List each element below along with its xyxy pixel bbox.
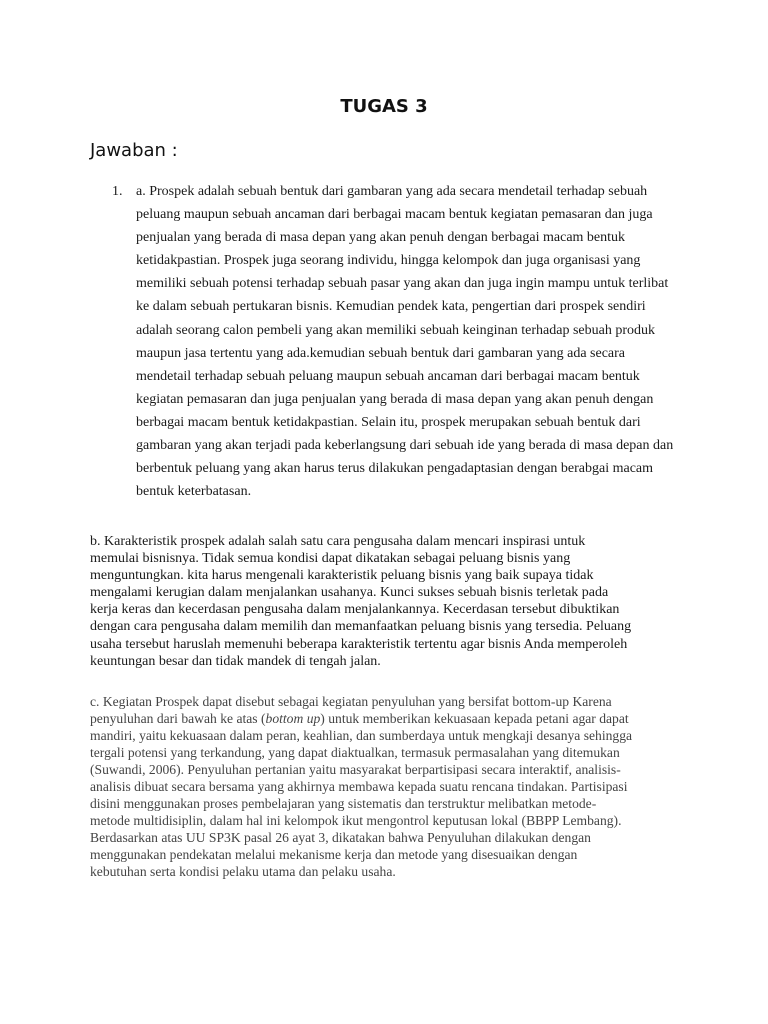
page-title: TUGAS 3 xyxy=(340,96,428,117)
paragraph-c xyxy=(90,693,636,880)
list-item-number: 1. xyxy=(112,184,123,199)
paragraph-b: b. Karakteristik prospek adalah salah satu cara pengusaha dalam mencari inspirasi untuk memulai bisnisnya. Tidak semua kondisi dapat dikatakan sebagai peluang bisnis yang menguntungkan. kita harus mengenali karakteristik peluang bisnis yang baik supaya tidak mengalami kerugian dalam menjalankan usahanya. Kunci sukses sebuah bisnis terletak pada kerja keras dan kecerdasan pengusaha dalam menjalankannya. Kecerdasan tersebut dibuktikan dengan cara pengusaha dalam memilih dan memanfaatkan peluang bisnis yang tersedia. Peluang usaha tersebut haruslah memenuhi beberapa karakteristik tertentu agar bisnis Anda memperoleh keuntungan besar dan tidak mandek di tengah jalan. xyxy=(90,534,632,669)
paragraph-c-text-1: c. Kegiatan Prospek dapat disebut sebagai kegiatan penyuluhan yang bersifat bottom-up Karena penyuluhan dari bawah ke atas ( xyxy=(90,694,612,726)
paragraph-a: a. Prospek adalah sebuah bentuk dari gambaran yang ada secara mendetail terhadap sebuah peluang maupun sebuah ancaman dari berbagai macam bentuk kegiatan pemasaran dan juga penjualan yang berada di masa depan yang akan penuh dengan berbagai macam bentuk ketidakpastian. Prospek juga seorang individu, hingga kelompok dan juga organisasi yang memiliki sebuah potensi terhadap sebuah pasar yang akan dan juga ingin mampu untuk terlibat ke dalam sebuah pertukaran bisnis. Kemudian pendek kata, pengertian dari prospek sendiri adalah seorang calon pembeli yang akan memiliki sebuah keinginan terhadap sebuah produk maupun jasa tertentu yang ada.kemudian sebuah bentuk dari gambaran yang ada secara mendetail terhadap sebuah peluang maupun sebuah ancaman dari berbagai macam bentuk kegiatan pemasaran dan juga penjualan yang berada di masa depan yang akan penuh dengan berbagai macam bentuk ketidakpastian. Selain itu, prospek merupakan sebuah bentuk dari gambaran yang akan terjadi pada keberlangsung dari sebuah ide yang berada di masa depan dan berbentuk peluang yang akan harus terus dilakukan pengadaptasian dengan berabgai macam bentuk keterbatasan. xyxy=(136,184,674,500)
paragraph-c-italic: bottom up xyxy=(265,711,321,726)
paragraph-c-text-2: ) untuk memberikan kekuasaan kepada petani agar dapat mandiri, yaitu kekuasaan dalam peran, keahlian, dan sumberdaya untuk mengkaji desanya sehingga tergali potensi yang terkandung, yang dapat diaktualkan, termasuk permasalahan yang ditemukan (Suwandi, 2006). Penyuluhan pertanian yaitu masyarakat berpartisipasi secara interaktif, analisis-analisis dibuat secara bersama yang akhirnya membawa kepada suatu rencana tindakan. Partisipasi disini menggunakan proses pembelajaran yang sistematis dan terstruktur melibatkan metode-metode multidisiplin, dalam hal ini kelompok ikut mengontrol keputusan lokal (BBPP Lembang). Berdasarkan atas UU SP3K pasal 26 ayat 3, dikatakan bahwa Penyuluhan dilakukan dengan menggunakan pendekatan melalui mekanisme kerja dan metode yang disesuaikan dengan kebutuhan serta kondisi pelaku utama dan pelaku usaha. xyxy=(90,711,633,879)
answer-heading: Jawaban : xyxy=(90,140,178,161)
